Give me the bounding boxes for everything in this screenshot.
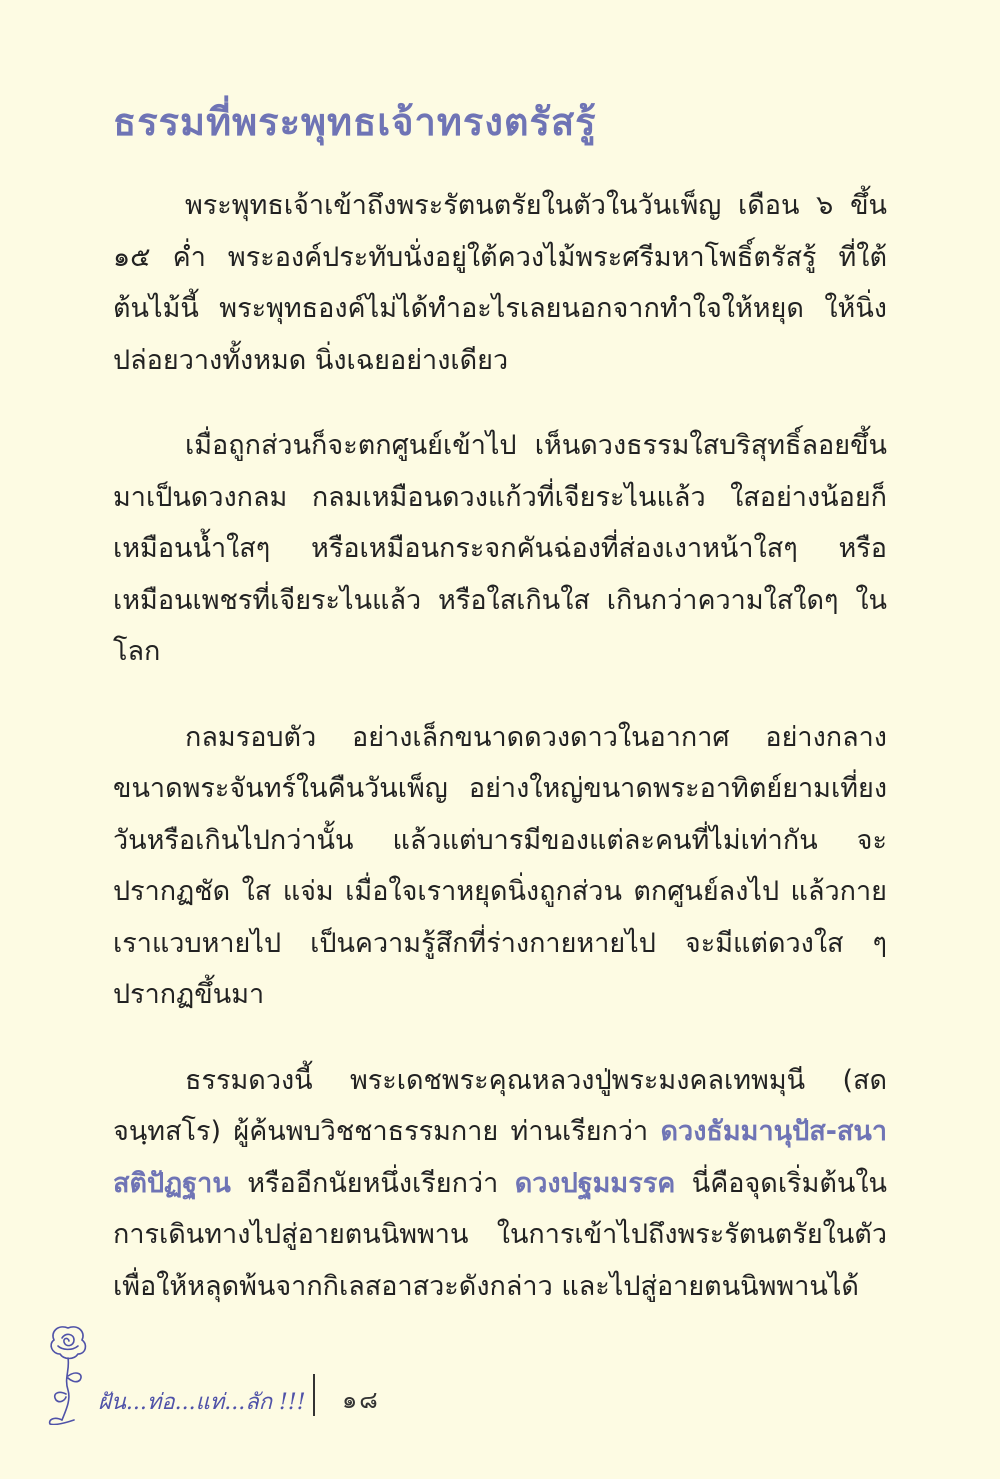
page-title: ธรรมที่พระพุทธเจ้าทรงตรัสรู้: [113, 99, 597, 144]
page-number: ๑๘: [342, 1386, 380, 1414]
paragraph-4-text-1: ธรรมดวงนี้ พระเดชพระคุณหลวงปู่พระมงคลเทพมุนี (สด จนฺทสโร) ผู้ค้นพบวิชชาธรรมกาย ท่านเรียกว่า: [113, 1064, 887, 1147]
rose-icon: [38, 1320, 98, 1425]
highlight-term-2: ดวงปฐมมรรค: [514, 1167, 676, 1199]
handwritten-signature: ฝัน...ท่อ...แท่...ลัก !!!: [98, 1390, 306, 1415]
paragraph-2: เมื่อถูกส่วนก็จะตกศูนย์เข้าไป เห็นดวงธรรมใสบริสุทธิ์ลอยขึ้นมาเป็นดวงกลม กลมเหมือนดวงแก้วที่เจียระไนแล้ว ใสอย่างน้อยก็เหมือนน้ำใสๆ หรือเหมือนกระจกคันฉ่องที่ส่องเงาหน้าใสๆ หรือเหมือนเพชรที่เจียระไนแล้ว หรือใสเกินใส เกินกว่าความใสใดๆ ในโลก: [113, 430, 887, 667]
highlight-term-1: ดวงธัมมานุปัส-สนาสติปัฏฐาน: [113, 1116, 887, 1199]
paragraph-1: พระพุทธเจ้าเข้าถึงพระรัตนตรัยในตัวในวันเพ็ญ เดือน ๖ ขึ้น ๑๕ ค่ำ พระองค์ประทับนั่งอยู่ใต้ควงไม้พระศรีมหาโพธิ์ตรัสรู้ ที่ใต้ต้นไม้นี้ พระพุทธองค์ไม่ได้ทำอะไรเลยนอกจากทำใจให้หยุด ให้นิ่ง ปล่อยวางทั้งหมด นิ่งเฉยอย่างเดียว: [113, 190, 887, 376]
paragraph-3: กลมรอบตัว อย่างเล็กขนาดดวงดาวในอากาศ อย่างกลางขนาดพระจันทร์ในคืนวันเพ็ญ อย่างใหญ่ขนาดพระอาทิตย์ยามเที่ยงวันหรือเกินไปกว่านั้น แล้วแต่บารมีของแต่ละคนที่ไม่เท่ากัน จะปรากฏชัด ใส แจ่ม เมื่อใจเราหยุดนิ่งถูกส่วน ตกศูนย์ลงไป แล้วกายเราแวบหายไป เป็นความรู้สึกที่ร่างกายหายไป จะมีแต่ดวงใส ๆ ปรากฏขึ้นมา: [113, 721, 887, 1010]
paragraph-4: [113, 1055, 887, 1313]
paragraph-4-text-2: หรืออีกนัยหนึ่งเรียกว่า: [230, 1167, 515, 1199]
footer-divider: [313, 1374, 315, 1416]
paragraph-4-text-3: นี่คือจุดเริ่มต้นในการเดินทางไปสู่อายตนนิพพาน ในการเข้าไปถึงพระรัตนตรัยในตัว เพื่อให้หลุดพ้นจากกิเลสอาสวะดังกล่าว และไปสู่อายตนนิพพานได้: [113, 1167, 887, 1302]
body-text: [113, 180, 887, 1346]
page-footer: [30, 1320, 530, 1440]
